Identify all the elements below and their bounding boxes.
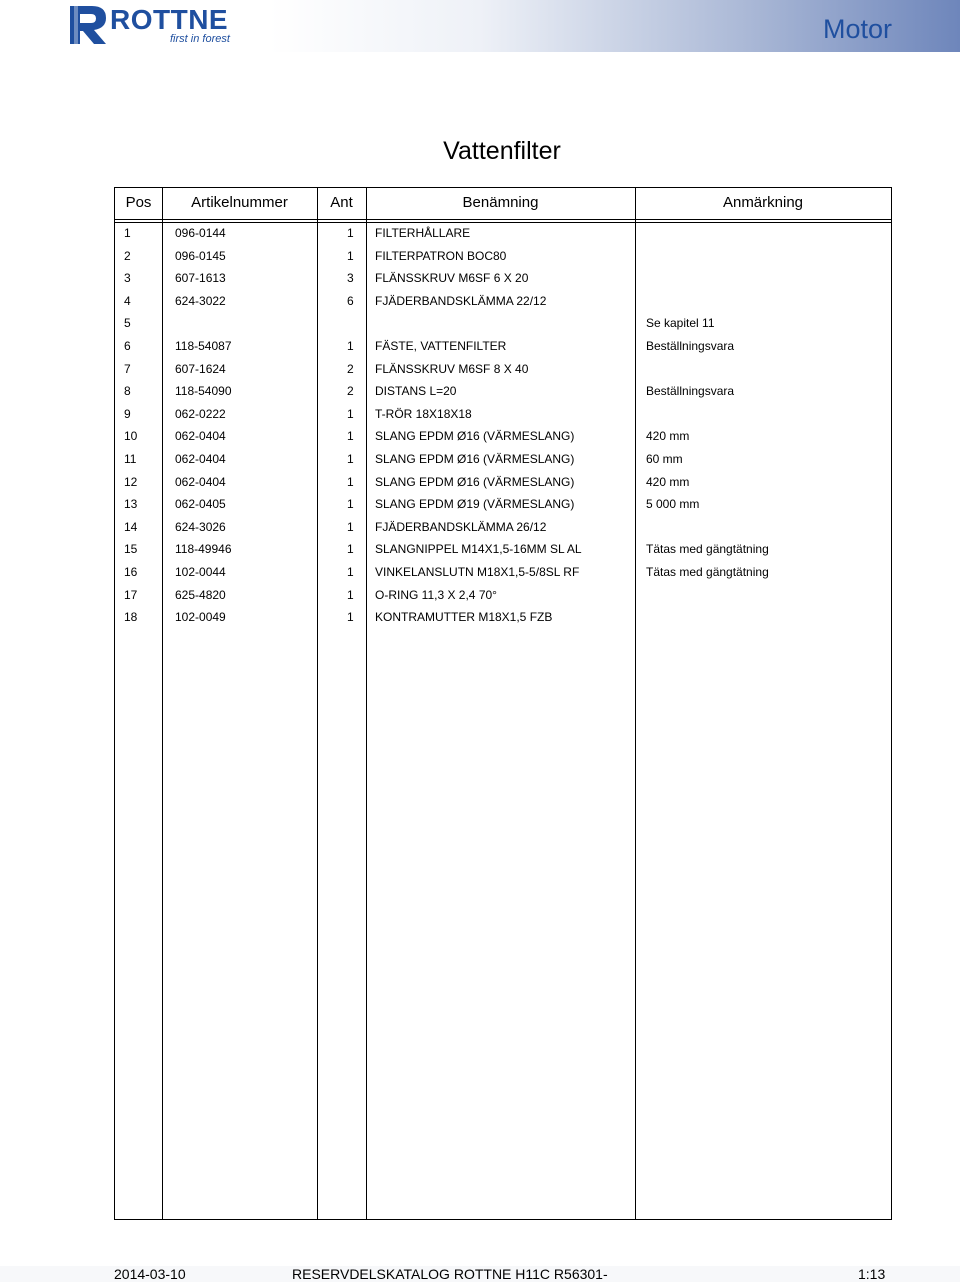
parts-table [114,187,892,1220]
rottne-logo [66,4,266,46]
table-row [115,223,891,246]
row-ant: 6 [347,293,354,308]
row-artikelnummer: 062-0404 [175,451,226,466]
row-pos: 17 [124,587,138,602]
row-anmarkning: 5 000 mm [646,497,700,512]
logo-tagline: first in forest [170,33,230,45]
row-anmarkning: Tätas med gängtätning [646,564,769,579]
row-ant: 1 [347,226,354,240]
column-header-ant: Ant [330,194,353,211]
column-header-artikelnummer: Artikelnummer [191,194,288,211]
row-pos: 1 [124,226,131,240]
row-pos: 15 [124,542,138,557]
table-row [115,607,891,630]
row-pos: 12 [124,474,138,489]
row-pos: 18 [124,610,138,625]
row-artikelnummer: 118-54087 [175,338,232,353]
table-row [115,426,891,449]
row-ant: 1 [347,519,354,534]
row-ant: 1 [347,497,354,512]
row-ant: 1 [347,542,354,557]
row-artikelnummer: 096-0145 [175,248,226,263]
row-benamning: SLANGNIPPEL M14X1,5-16MM SL AL [375,542,582,557]
row-ant: 1 [347,338,354,353]
row-anmarkning: Se kapitel 11 [646,316,715,331]
row-pos: 14 [124,519,138,534]
row-benamning: FILTERHÅLLARE [375,226,471,240]
table-row [115,246,891,269]
row-pos: 2 [124,248,131,263]
row-ant: 1 [347,474,354,489]
row-pos: 5 [124,316,131,331]
header-rule [115,219,891,220]
table-row [115,359,891,382]
row-anmarkning: 420 mm [646,474,690,489]
row-ant: 2 [347,361,354,376]
row-pos: 16 [124,564,138,579]
row-pos: 13 [124,497,138,512]
section-title: Motor [822,14,892,44]
column-header-anmarkning: Anmärkning [722,194,804,211]
row-benamning: T-RÖR 18X18X18 [375,406,472,421]
row-artikelnummer: 062-0404 [175,429,226,444]
row-artikelnummer: 096-0144 [175,226,226,240]
row-benamning: FLÄNSSKRUV M6SF 6 X 20 [375,271,529,286]
row-benamning: DISTANS L=20 [375,384,457,399]
row-benamning: SLANG EPDM Ø16 (VÄRMESLANG) [375,451,575,466]
row-artikelnummer: 062-0405 [175,497,226,512]
table-row [115,449,891,472]
row-artikelnummer: 062-0404 [175,474,226,489]
table-row [115,313,891,336]
logo-wordmark: ROTTNE [110,4,229,35]
row-benamning: KONTRAMUTTER M18X1,5 FZB [375,610,553,625]
row-artikelnummer: 607-1624 [175,361,226,376]
row-artikelnummer: 624-3026 [175,519,226,534]
row-ant: 1 [347,587,354,602]
table-row [115,585,891,608]
row-ant: 1 [347,610,354,625]
table-row [115,381,891,404]
table-row [115,517,891,540]
row-artikelnummer: 607-1613 [175,271,226,286]
row-benamning: VINKELANSLUTN M18X1,5-5/8SL RF [375,564,580,579]
row-pos: 7 [124,361,131,376]
row-benamning: SLANG EPDM Ø19 (VÄRMESLANG) [375,497,575,512]
table-row [115,494,891,517]
row-benamning: O-RING 11,3 X 2,4 70° [375,587,497,602]
table-row [115,404,891,427]
row-benamning: SLANG EPDM Ø16 (VÄRMESLANG) [375,474,575,489]
table-row [115,336,891,359]
row-artikelnummer: 062-0222 [175,406,226,421]
rottne-r-emblem-icon [66,4,110,46]
row-ant: 1 [347,451,354,466]
row-anmarkning: Beställningsvara [646,338,735,353]
row-ant: 3 [347,271,354,286]
row-pos: 10 [124,429,138,444]
row-benamning: FJÄDERBANDSKLÄMMA 26/12 [375,519,547,534]
row-artikelnummer: 624-3022 [175,293,226,308]
table-row [115,268,891,291]
row-anmarkning: Tätas med gängtätning [646,542,769,557]
row-artikelnummer: 118-54090 [175,384,232,399]
row-pos: 4 [124,293,131,308]
table-header-row [115,188,891,219]
row-anmarkning: 60 mm [646,451,683,466]
row-ant: 2 [347,384,354,399]
row-artikelnummer: 118-49946 [175,542,232,557]
column-header-benamning: Benämning [462,194,539,211]
table-row [115,562,891,585]
row-benamning: FJÄDERBANDSKLÄMMA 22/12 [375,293,547,308]
row-pos: 6 [124,338,131,353]
row-ant: 1 [347,248,354,263]
row-ant: 1 [347,406,354,421]
row-artikelnummer: 102-0049 [175,610,226,625]
row-pos: 3 [124,271,131,286]
footer-page-number: 1:13 [858,1266,886,1282]
footer-date: 2014-03-10 [114,1266,186,1282]
page-footer [0,1266,960,1282]
row-artikelnummer: 625-4820 [175,587,226,602]
row-anmarkning: 420 mm [646,429,690,444]
row-pos: 9 [124,406,131,421]
column-header-pos: Pos [125,194,152,211]
footer-catalog: RESERVDELSKATALOG ROTTNE H11C R56301- [292,1266,608,1282]
row-anmarkning: Beställningsvara [646,384,735,399]
table-row [115,539,891,562]
row-pos: 11 [124,451,137,466]
row-benamning: SLANG EPDM Ø16 (VÄRMESLANG) [375,429,575,444]
row-benamning: FLÄNSSKRUV M6SF 8 X 40 [375,361,529,376]
row-ant: 1 [347,564,354,579]
row-ant: 1 [347,429,354,444]
row-artikelnummer: 102-0044 [175,564,226,579]
table-row [115,291,891,314]
table-row [115,472,891,495]
row-benamning: FÄSTE, VATTENFILTER [375,338,507,353]
page-title: Vattenfilter [443,137,561,165]
table-body [115,223,891,630]
page-header [0,0,960,52]
row-benamning: FILTERPATRON BOC80 [375,248,507,263]
row-pos: 8 [124,384,131,399]
